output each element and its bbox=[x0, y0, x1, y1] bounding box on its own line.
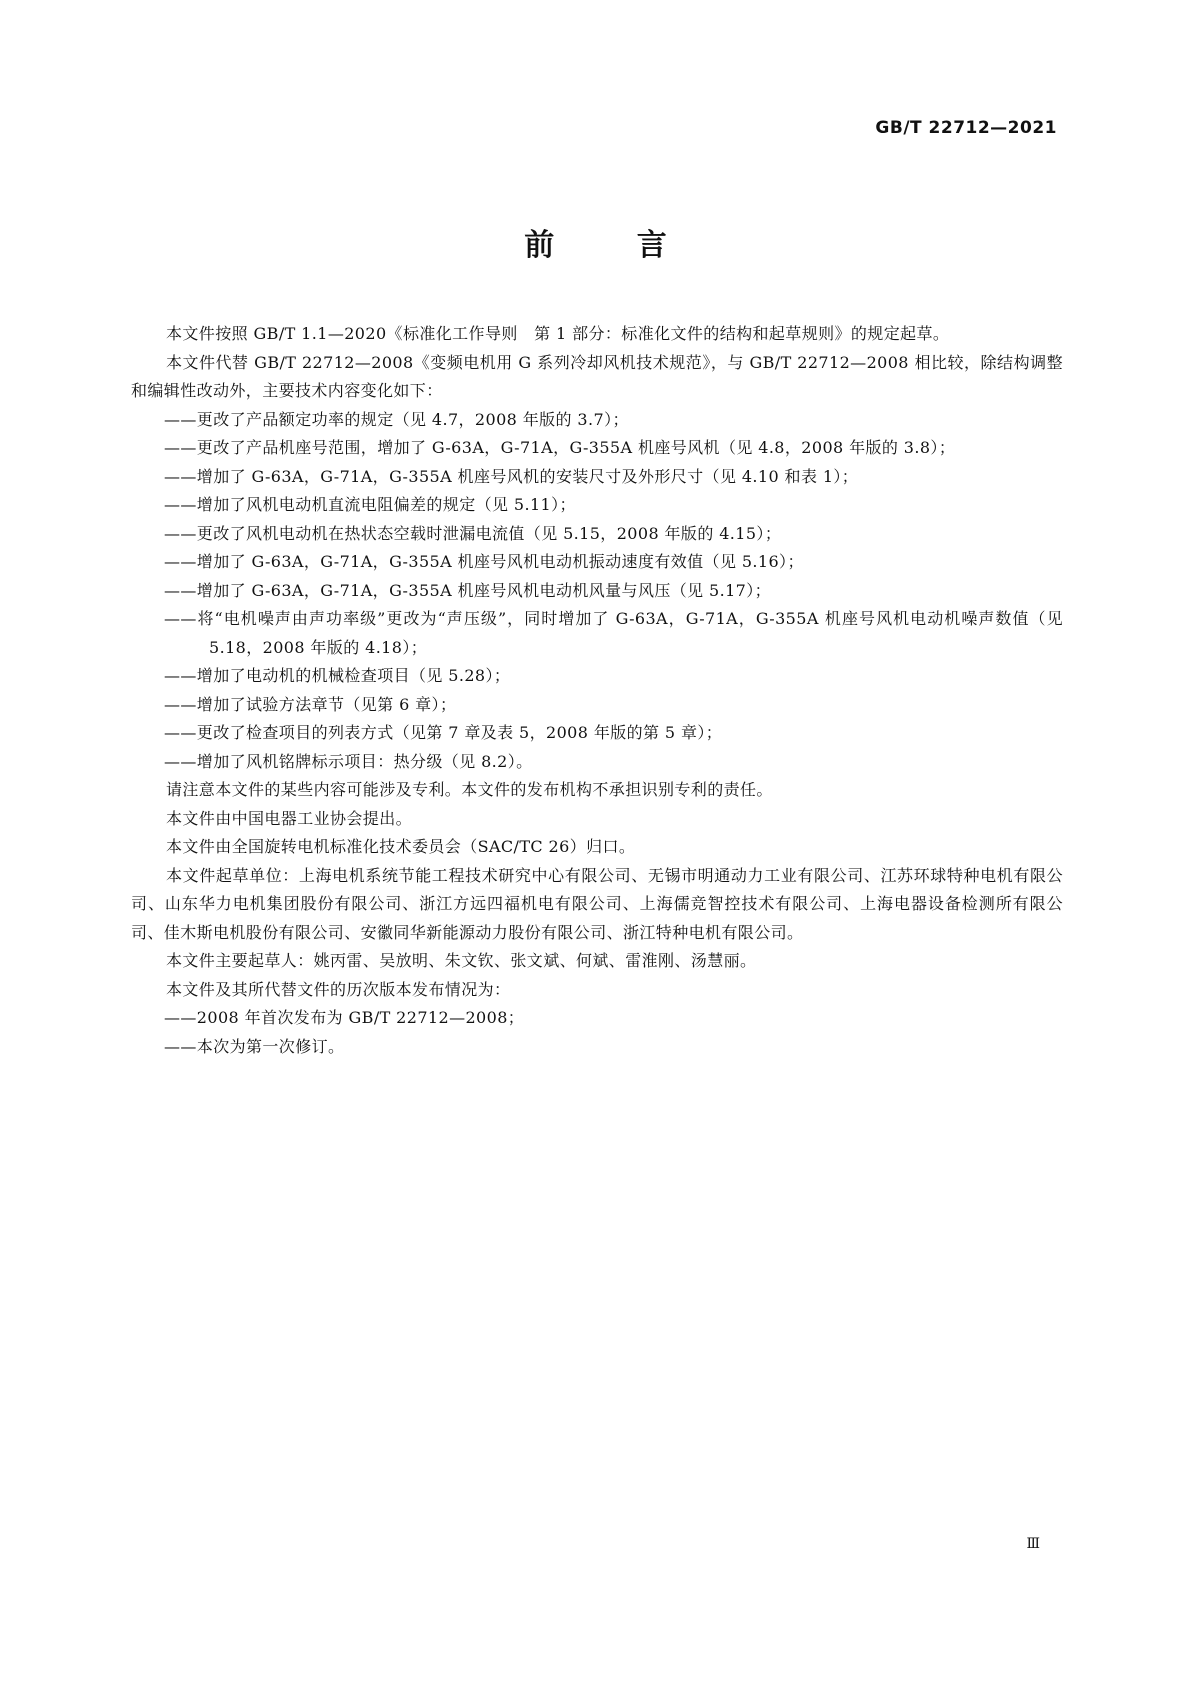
change-list-item: ——更改了风机电动机在热状态空载时泄漏电流值（见 5.15，2008 年版的 4.15）； bbox=[164, 523, 782, 543]
paragraph: 本文件按照 GB/T 1.1—2020《标准化工作导则 第 1 部分：标准化文件的结构和起草规则》的规定起草。 bbox=[166, 324, 950, 343]
paragraph: 本文件代替 GB/T 22712—2008《变频电机用 G 系列冷却风机技术规范》，与 GB/T 22712—2008 相比较，除结构调整和编辑性改动外，主要技术内容变化如下： bbox=[131, 352, 1063, 400]
foreword-body bbox=[131, 320, 1063, 1061]
paragraph: 本文件由全国旋转电机标准化技术委员会（SAC/TC 26）归口。 bbox=[166, 837, 636, 856]
change-list-item: ——增加了 G-63A，G-71A，G-355A 机座号风机的安装尺寸及外形尺寸（见 4.10 和表 1）； bbox=[164, 466, 859, 486]
paragraph: 本文件及其所代替文件的历次版本发布情况为： bbox=[166, 979, 511, 999]
change-list-item: ——增加了 G-63A，G-71A，G-355A 机座号风机电动机风量与风压（见 5.17）； bbox=[164, 580, 772, 600]
paragraph: 本文件主要起草人：姚丙雷、吴放明、朱文钦、张文斌、何斌、雷淮刚、汤慧丽。 bbox=[166, 951, 757, 970]
page-title: 前 言 bbox=[524, 228, 703, 263]
page-number: Ⅲ bbox=[1026, 1536, 1040, 1552]
change-list-item: ——更改了检查项目的列表方式（见第 7 章及表 5，2008 年版的第 5 章）； bbox=[164, 723, 723, 742]
standard-code: GB/T 22712—2021 bbox=[875, 118, 1057, 138]
change-list-item: ——更改了产品机座号范围，增加了 G-63A，G-71A，G-355A 机座号风机（见 4.8，2008 年版的 3.8）； bbox=[164, 438, 956, 457]
history-list-item: ——2008 年首次发布为 GB/T 22712—2008； bbox=[164, 1008, 525, 1027]
change-list-item: ——将“电机噪声由声功率级”更改为“声压级”，同时增加了 G-63A，G-71A，G-355A 机座号风机电动机噪声数值（见 5.18，2008 年版的 4.18）； bbox=[164, 609, 1063, 657]
change-list-item: ——增加了风机电动机直流电阻偏差的规定（见 5.11）； bbox=[164, 495, 576, 514]
change-list-item: ——增加了电动机的机械检查项目（见 5.28）； bbox=[164, 666, 511, 685]
change-list-item: ——增加了试验方法章节（见第 6 章）； bbox=[164, 694, 457, 714]
paragraph: 请注意本文件的某些内容可能涉及专利。本文件的发布机构不承担识别专利的责任。 bbox=[166, 780, 773, 799]
change-list-item: ——增加了 G-63A，G-71A，G-355A 机座号风机电动机振动速度有效值（见 5.16）； bbox=[164, 552, 804, 571]
paragraph: 本文件起草单位：上海电机系统节能工程技术研究中心有限公司、无锡市明通动力工业有限公司、江苏环球特种电机有限公司、山东华力电机集团股份有限公司、浙江方远四福机电有限公司、上海儒竞智控技术有限公司、上海电器设备检测所有限公司、佳木斯电机股份有限公司、安徽同华新能源动力股份有限公司、浙江特种电机有限公司。 bbox=[131, 865, 1063, 942]
change-list-item: ——更改了产品额定功率的规定（见 4.7，2008 年版的 3.7）； bbox=[164, 409, 629, 429]
paragraph: 本文件由中国电器工业协会提出。 bbox=[166, 808, 413, 828]
change-list-item: ——增加了风机铭牌标示项目：热分级（见 8.2）。 bbox=[164, 751, 533, 771]
history-list-item: ——本次为第一次修订。 bbox=[164, 1036, 345, 1056]
